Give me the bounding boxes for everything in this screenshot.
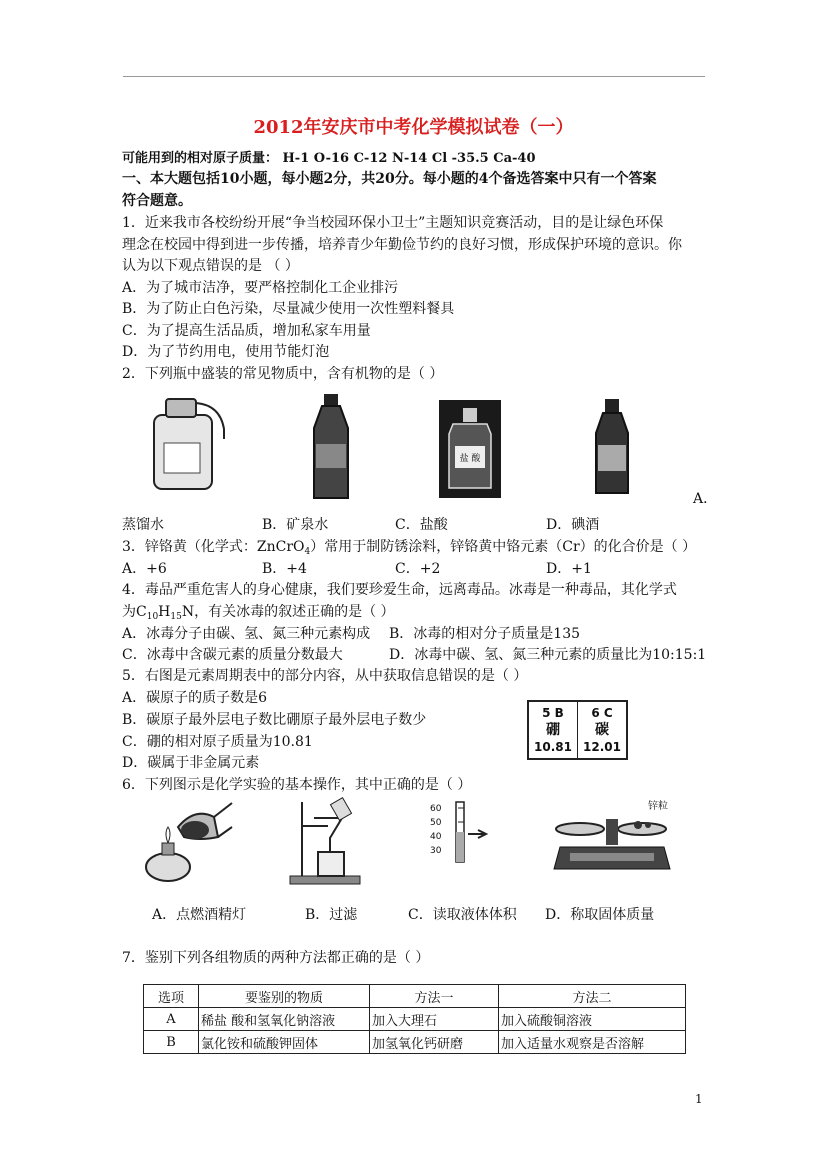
filtration-image [288,796,363,890]
table-header-cell: 方法二 [499,985,686,1008]
q6-text: 6．下列图示是化学实验的基本操作，其中正确的是（ ） [122,777,472,793]
table-header-cell: 方法一 [370,985,499,1008]
q2-trailing-label: A． [693,491,718,507]
cylinder-tick: 40 [430,832,442,842]
atomic-masses: 可能用到的相对原子质量： H-1 O-16 C-12 N-14 Cl -35.5 Ca-40 [122,151,536,166]
table-header-row [144,985,686,1008]
q7-table [143,984,686,1054]
table-cell: 稀盐 酸和氢氧化钠溶液 [199,1008,370,1031]
q2-text: 2．下列瓶中盛装的常见物质中，含有机物的是（ ） [122,366,444,382]
q1-text-3: 认为以下观点错误的是 （ ） [122,258,299,274]
balance-image [550,797,675,877]
table-cell: 氯化铵和硫酸钾固体 [199,1031,370,1054]
q6-option-d: D．称取固体质量 [545,907,655,923]
distilled-water-bottle-image [140,393,232,493]
q4-option-b: B．冰毒的相对分子质量是135 [389,626,581,642]
iodine-tincture-bottle-image [590,397,634,497]
table-cell: 加氢氧化钙研磨 [370,1031,499,1054]
q1-option-c: C．为了提高生活品质，增加私家车用量 [122,323,371,339]
q1-option-d: D．为了节约用电，使用节能灯泡 [122,344,330,360]
section1-line1: 一、本大题包括10小题，每小题2分，共20分。每小题的4个备选答案中只有一个答案 [122,171,657,187]
q7-text: 7．鉴别下列各组物质的两种方法都正确的是（ ） [122,950,430,966]
table-row [144,1031,686,1054]
q1-text-2: 理念在校园中得到进一步传播，培养青少年勤俭节约的良好习惯，形成保护环境的意识。你 [122,237,682,253]
table-header-cell: 选项 [144,985,199,1008]
page-title: 2012年安庆市中考化学模拟试卷（一） [253,117,574,138]
q4-text-2: 为$C_{10}H_{15}N$，有关冰毒的叙述正确的是（ ） [122,604,395,622]
q3-option-b: B．+4 [262,561,307,577]
q5-option-c: C．硼的相对原子质量为10.81 [122,734,313,750]
q4-option-c: C．冰毒中含碳元素的质量分数最大 [122,647,343,663]
q3-option-a: A．+6 [122,561,167,577]
balance-label: 锌粒 [648,801,668,812]
q3-option-d: D．+1 [546,561,592,577]
section1-line2: 符合题意。 [122,193,192,209]
hydrochloric-acid-bottle-image [439,400,501,498]
q4-option-a: A．冰毒分子由碳、氢、氮三种元素构成 [122,626,371,642]
q2-option-a: 蒸馏水 [122,517,164,533]
element-name: 硼 [546,721,560,738]
cylinder-tick: 60 [430,804,442,814]
q5-option-d: D．碳属于非金属元素 [122,755,260,771]
element-mass: 10.81 [534,739,572,754]
measuring-cylinder-image [428,800,493,864]
q2-option-d: D．碘酒 [546,517,600,533]
page-number: 1 [695,1092,703,1106]
q3-text: 3．锌铬黄（化学式：ZnCrO$_4$）常用于制防锈涂料，锌铬黄中铬元素（Cr）的化合价是（ ） [122,539,697,557]
table-cell: 加入硫酸铜溶液 [499,1008,686,1031]
element-cell-boron [528,701,578,759]
cylinder-tick: 30 [430,846,442,856]
element-cell-carbon [578,701,628,759]
q1-option-a: A．为了城市洁净，要严格控制化工企业排污 [122,280,399,296]
q6-option-a: A．点燃酒精灯 [152,907,247,923]
q6-option-b: B．过滤 [305,907,358,923]
q1-text-1: 1．近来我市各校纷纷开展“争当校园环保小卫士”主题知识竞赛活动，目的是让绿色环保 [122,215,664,231]
table-cell: 加入大理石 [370,1008,499,1031]
q2-option-b: B．矿泉水 [262,517,329,533]
table-row [144,1008,686,1031]
element-name: 碳 [595,721,609,738]
q5-text: 5．右图是元素周期表中的部分内容，从中获取信息错误的是（ ） [122,668,528,684]
element-number: 6 C [591,705,613,720]
periodic-table-excerpt [527,700,628,760]
element-number: 5 B [542,705,564,720]
q4-option-d: D．冰毒中碳、氢、氮三种元素的质量比为10:15:1 [389,647,707,663]
q1-option-b: B．为了防止白色污染，尽量减少使用一次性塑料餐具 [122,301,455,317]
q5-option-a: A．碳原子的质子数是6 [122,690,268,706]
header-rule [123,76,705,77]
q4-text-1: 4．毒品严重危害人的身心健康，我们要珍爱生命，远离毒品。冰毒是一种毒品，其化学式 [122,582,677,598]
element-mass: 12.01 [583,739,621,754]
table-header-cell: 要鉴别的物质 [199,985,370,1008]
q6-option-c: C．读取液体体积 [408,907,517,923]
bottle-label: 盐 酸 [459,454,481,464]
alcohol-lamp-image [140,797,235,885]
table-cell: 加入适量水观察是否溶解 [499,1031,686,1054]
table-cell: A [144,1008,199,1031]
q2-option-c: C．盐酸 [395,517,448,533]
q5-option-b: B．碳原子最外层电子数比硼原子最外层电子数少 [122,712,427,728]
table-cell: B [144,1031,199,1054]
cylinder-tick: 50 [430,818,442,828]
q3-option-c: C．+2 [395,561,441,577]
mineral-water-bottle-image [306,392,356,504]
